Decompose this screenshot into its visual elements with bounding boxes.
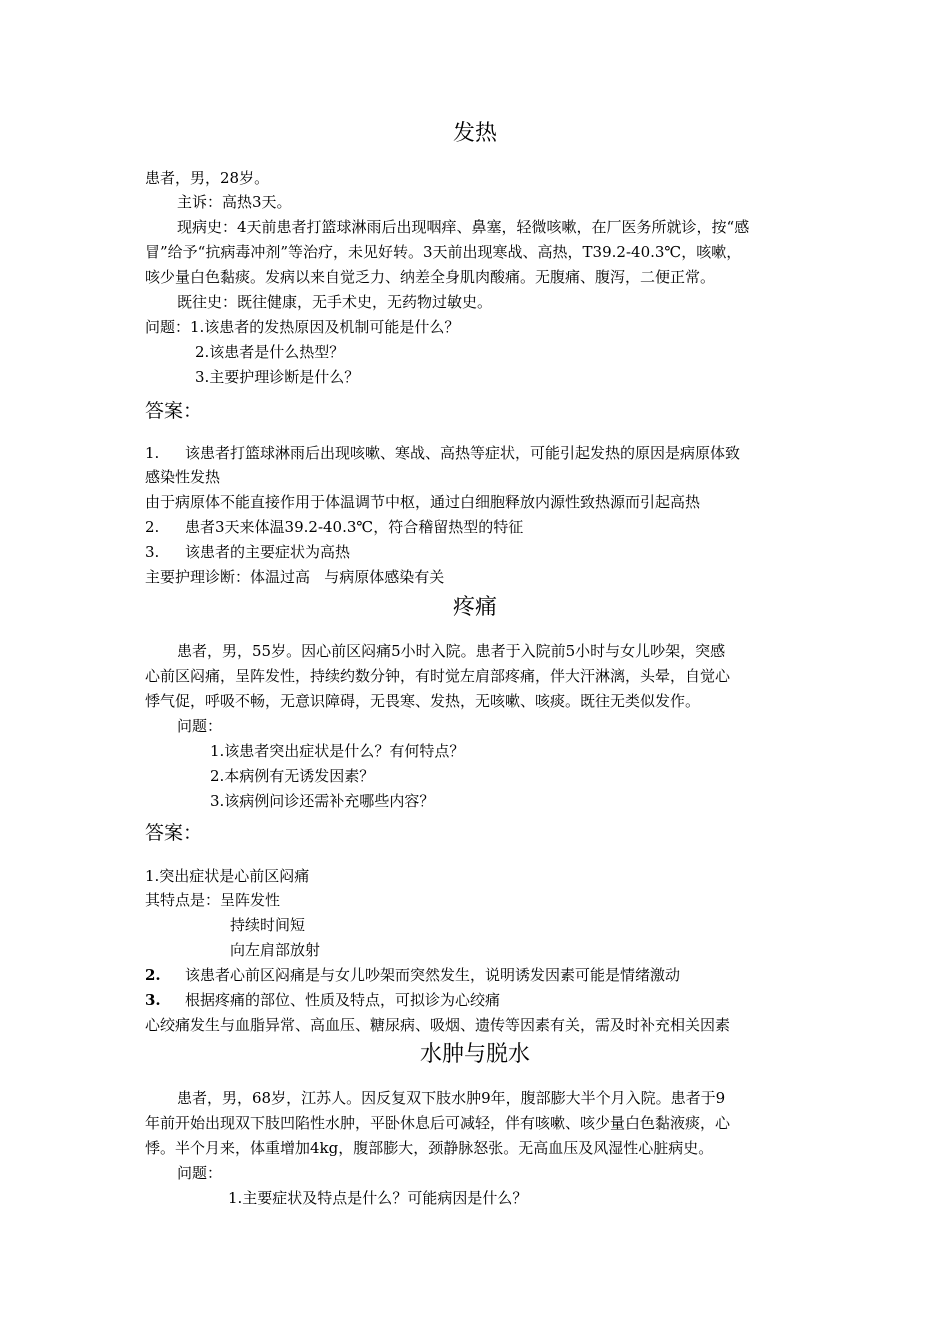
pain-answer-label: 答案：	[145, 822, 203, 844]
answer-number: 3.	[145, 991, 161, 1009]
edema-question-1: 1.主要症状及特点是什么？可能病因是什么？	[228, 1189, 528, 1207]
section-title-edema: 水肿与脱水	[419, 1042, 530, 1067]
fever-history-line-2: 冒”给予“抗病毒冲剂”等治疗，未见好转。3天前出现寒战、高热，T39.2-40.3℃，咳嗽，	[145, 243, 742, 261]
fever-answer-label: 答案：	[145, 400, 203, 422]
pain-question-1: 1.该患者突出症状是什么？有何特点？	[210, 742, 465, 760]
fever-past-history: 既往史：既往健康，无手术史，无药物过敏史。	[177, 293, 493, 311]
answer-number: 2.	[145, 518, 160, 536]
fever-answer-1-cont: 感染性发热	[145, 468, 221, 486]
answer-text: 根据疼痛的部位、性质及特点，可拟诊为心绞痛	[185, 991, 501, 1009]
section-title-pain: 疼痛	[452, 595, 497, 620]
fever-answer-3	[145, 542, 350, 562]
edema-history-line-1: 患者，男，68岁，江苏人。因反复双下肢水肿9年，腹部膨大半个月入院。患者于9	[177, 1089, 726, 1107]
fever-answer-1	[145, 443, 740, 463]
answer-text: 患者3天来体温39.2-40.3℃，符合稽留热型的特征	[185, 518, 524, 536]
answer-number: 1.	[145, 444, 160, 462]
pain-history-line-2: 心前区闷痛，呈阵发性，持续约数分钟，有时觉左肩部疼痛，伴大汗淋漓，头晕，自觉心	[145, 667, 731, 685]
pain-question-3: 3.该病例问诊还需补充哪些内容？	[210, 792, 435, 810]
fever-history-line-1: 现病史：4天前患者打篮球淋雨后出现咽痒、鼻塞，轻微咳嗽，在厂医务所就诊，按“感	[177, 218, 750, 236]
pain-history-line-1: 患者，男，55岁。因心前区闷痛5小时入院。患者于入院前5小时与女儿吵架，突感	[177, 642, 726, 660]
section-title-fever: 发热	[452, 121, 497, 146]
answer-number: 3.	[145, 543, 160, 561]
pain-answer-2	[145, 965, 680, 985]
fever-patient-info: 患者，男，28岁。	[145, 169, 270, 187]
answer-text: 该患者心前区闷痛是与女儿吵架而突然发生，说明诱发因素可能是情绪激动	[185, 966, 681, 984]
fever-history-line-3: 咳少量白色黏痰。发病以来自觉乏力、纳差全身肌肉酸痛。无腹痛、腹泻，二便正常。	[145, 268, 716, 286]
fever-question-3: 3.主要护理诊断是什么？	[195, 368, 360, 386]
pain-answer-risk-factors: 心绞痛发生与血脂异常、高血压、糖尿病、吸烟、遗传等因素有关，需及时补充相关因素	[145, 1016, 731, 1034]
fever-question-2: 2.该患者是什么热型？	[195, 343, 345, 361]
fever-nursing-diagnosis: 主要护理诊断：体温过高 与病原体感染有关	[145, 568, 445, 586]
edema-question-label: 问题：	[177, 1164, 223, 1182]
answer-number: 2.	[145, 966, 161, 984]
pain-answer-3	[145, 990, 500, 1010]
pain-answer-features-label: 其特点是：呈阵发性	[145, 891, 281, 909]
pain-answer-feature-radiation: 向左肩部放射	[230, 941, 321, 959]
fever-answer-1-mechanism: 由于病原体不能直接作用于体温调节中枢，通过白细胞释放内源性致热源而引起高热	[145, 493, 701, 511]
fever-answer-2	[145, 517, 523, 537]
edema-history-line-3: 悸。半个月来，体重增加4kg，腹部膨大，颈静脉怒张。无高血压及风湿性心脏病史。	[145, 1139, 714, 1157]
answer-text: 该患者的主要症状为高热	[185, 543, 351, 561]
pain-question-label: 问题：	[177, 717, 223, 735]
pain-answer-1: 1.突出症状是心前区闷痛	[145, 867, 310, 885]
pain-question-2: 2.本病例有无诱发因素？	[210, 767, 375, 785]
pain-history-line-3: 悸气促，呼吸不畅，无意识障碍，无畏寒、发热，无咳嗽、咳痰。既往无类似发作。	[145, 692, 701, 710]
pain-answer-feature-duration: 持续时间短	[230, 916, 306, 934]
edema-history-line-2: 年前开始出现双下肢凹陷性水肿，平卧休息后可减轻，伴有咳嗽、咳少量白色黏液痰，心	[145, 1114, 731, 1132]
fever-question-1: 问题：1.该患者的发热原因及机制可能是什么？	[145, 318, 460, 336]
fever-chief-complaint: 主诉：高热3天。	[177, 193, 292, 211]
answer-text: 该患者打篮球淋雨后出现咳嗽、寒战、高热等症状，可能引起发热的原因是病原体致	[185, 444, 741, 462]
